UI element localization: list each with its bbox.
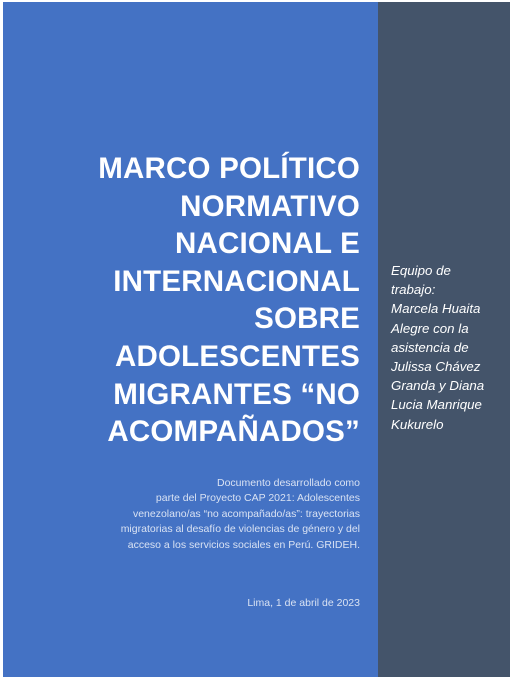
team-credits: Equipo de trabajo: Marcela Huaita Alegre con la asistencia de Julissa Chávez Granda y Diana Lucia Manrique Kukurelo [391, 263, 485, 432]
gray-sidebar-panel [378, 2, 510, 677]
document-date: Lima, 1 de abril de 2023 [247, 597, 360, 609]
document-description: Documento desarrollado como parte del Proyecto CAP 2021: Adolescentes venezolano/as “no acompañado/as”: trayectorias migratorias al desafío de violencias de género y del acceso a los servicios sociales en Perú. GRIDEH. [120, 477, 360, 551]
blue-panel [3, 2, 378, 677]
document-title: MARCO POLÍTICO NORMATIVO NACIONAL E INTERNACIONAL SOBRE ADOLESCENTES MIGRANTES “NO ACOMPAÑADOS” [98, 152, 360, 449]
